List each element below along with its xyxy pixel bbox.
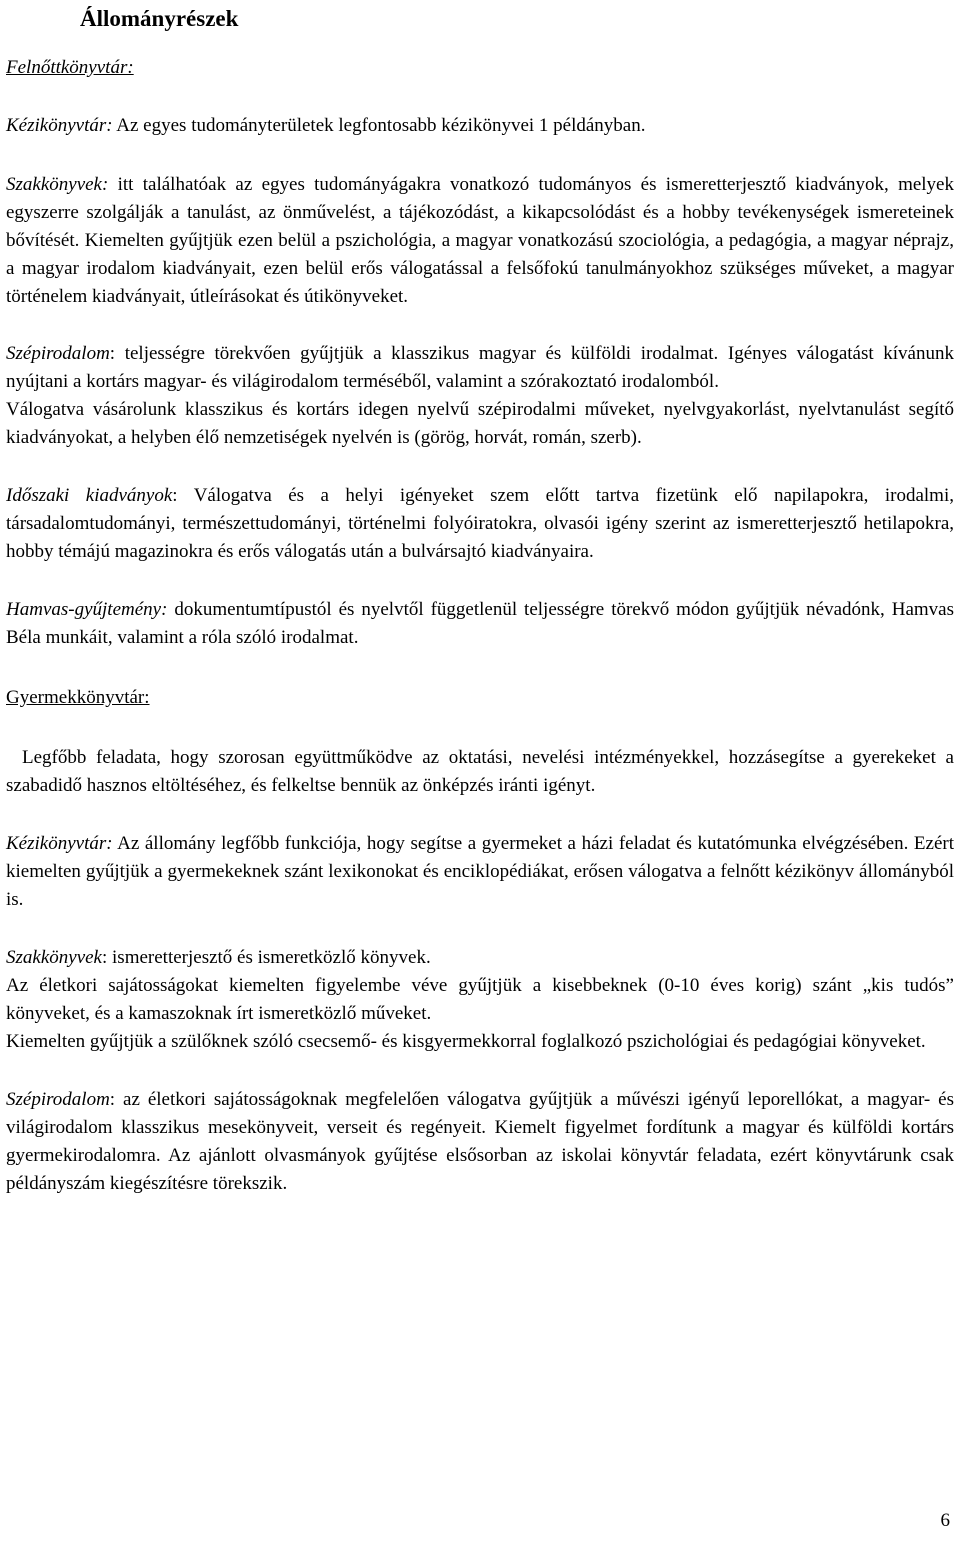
paragraph-children-parents: Kiemelten gyűjtjük a szülőknek szóló csecsemő- és kisgyermekkorral foglalkozó pszichológiai és pedagógiai könyveket. (6, 1031, 926, 1052)
page-title: Állományrészek (80, 6, 239, 31)
term-adult-fiction: Szépirodalom (6, 343, 110, 364)
term-hamvas-collection: Hamvas-gyűjtemény: (6, 599, 168, 620)
text-adult-specialist: itt találhatóak az egyes tudományágakra vonatkozó tudományos és ismeretterjesztő kiadványok, melyek egyszerre szolgálják a tanulást, az önművelést, a tájékozódást, a kikapcsolódást és a hobby tevékenységek ismereteinek bővítését. Kiemelten gyűjtjük ezen belül a pszichológia, a magyar vonatkozású szociológia, a pedagógia, a magyar néprajz, a magyar irodalom kiadványait, ezen belül erős válogatással a felsőfokú tanulmányokhoz szükséges műveket, a magyar történelem kiadványait, útleírásokat és útikönyveket. (6, 174, 954, 307)
paragraph-adult-reference (6, 112, 954, 140)
term-adult-specialist: Szakkönyvek: (6, 174, 109, 195)
term-adult-reference: Kézikönyvtár: (6, 115, 113, 136)
term-adult-periodicals: Időszaki kiadványok (6, 485, 173, 506)
paragraph-children-age-groups: Az életkori sajátosságokat kiemelten figyelembe véve gyűjtjük a kisebbeknek (0-10 éves korig) szánt „kis tudós” könyveket, és a kamaszoknak írt ismeretközlő műveket. (6, 975, 954, 1024)
section-title-adult-library: Felnőttkönyvtár: (6, 57, 134, 78)
paragraph-adult-fiction (6, 340, 954, 396)
term-children-fiction: Szépirodalom (6, 1089, 110, 1110)
text-children-reference: Az állomány legfőbb funkciója, hogy segítse a gyermeket a házi feladat és kutatómunka elvégzésében. Ezért kiemelten gyűjtjük a gyermekeknek szánt lexikonokat és enciklopédiákat, erősen válogatva a felnőtt kézikönyv állományból is. (6, 833, 954, 910)
text-children-specialist: : ismeretterjesztő és ismeretközlő könyvek. (102, 947, 431, 968)
page-number: 6 (940, 1510, 950, 1531)
text-adult-reference: Az egyes tudományterületek legfontosabb kézikönyvei 1 példányban. (112, 115, 646, 136)
text-adult-periodicals: : Válogatva és a helyi igényeket szem előtt tartva fizetünk elő napilapokra, irodalmi, társadalomtudományi, természettudományi, történelmi folyóiratokra, olvasói igény szerint az ismeretterjesztő hetilapokra, hobby témájú magazinokra és erős válogatás után a bulvársajtó kiadványaira. (6, 485, 954, 562)
section-title-children-library: Gyermekkönyvtár: (6, 687, 150, 708)
paragraph-children-reference (6, 830, 954, 914)
paragraph-adult-foreign-fiction: Válogatva vásárolunk klasszikus és kortárs idegen nyelvű szépirodalmi műveket, nyelvgyakorlást, nyelvtanulást segítő kiadványokat, a helyben élő nemzetiségek nyelvén is (görög, horvát, román, szerb). (6, 399, 954, 448)
term-children-specialist: Szakkönyvek (6, 947, 102, 968)
paragraph-children-fiction (6, 1086, 954, 1198)
term-children-reference: Kézikönyvtár: (6, 833, 113, 854)
paragraph-adult-specialist (6, 171, 954, 311)
paragraph-adult-periodicals (6, 482, 954, 566)
text-children-fiction: : az életkori sajátosságoknak megfelelően válogatva gyűjtjük a művészi igényű leporellókat, a magyar- és világirodalom klasszikus mesekönyveit, verseit és regényeit. Kiemelt figyelmet fordítunk a magyar és külföldi kortárs gyermekirodalomra. Az ajánlott olvasmányok gyűjtése elsősorban az iskolai könyvtár feladata, ezért könyvtárunk csak példányszám kiegészítésre törekszik. (6, 1089, 954, 1194)
text-adult-fiction: : teljességre törekvően gyűjtjük a klasszikus magyar és külföldi irodalmat. Igényes válogatást kívánunk nyújtani a kortárs magyar- és világirodalom terméséből, valamint a szórakoztató irodalomból. (6, 343, 954, 392)
paragraph-children-specialist (6, 944, 954, 972)
text-hamvas-collection: dokumentumtípustól és nyelvtől függetlenül teljességre törekvő módon gyűjtjük névadónk, Hamvas Béla munkáit, valamint a róla szóló irodalmat. (6, 599, 954, 648)
paragraph-hamvas-collection (6, 596, 954, 652)
paragraph-children-intro: Legfőbb feladata, hogy szorosan együttműködve az oktatási, nevelési intézményekkel, hozzásegítse a gyerekeket a szabadidő hasznos eltöltéséhez, és felkeltse bennük az önképzés iránti igényt. (6, 747, 954, 796)
